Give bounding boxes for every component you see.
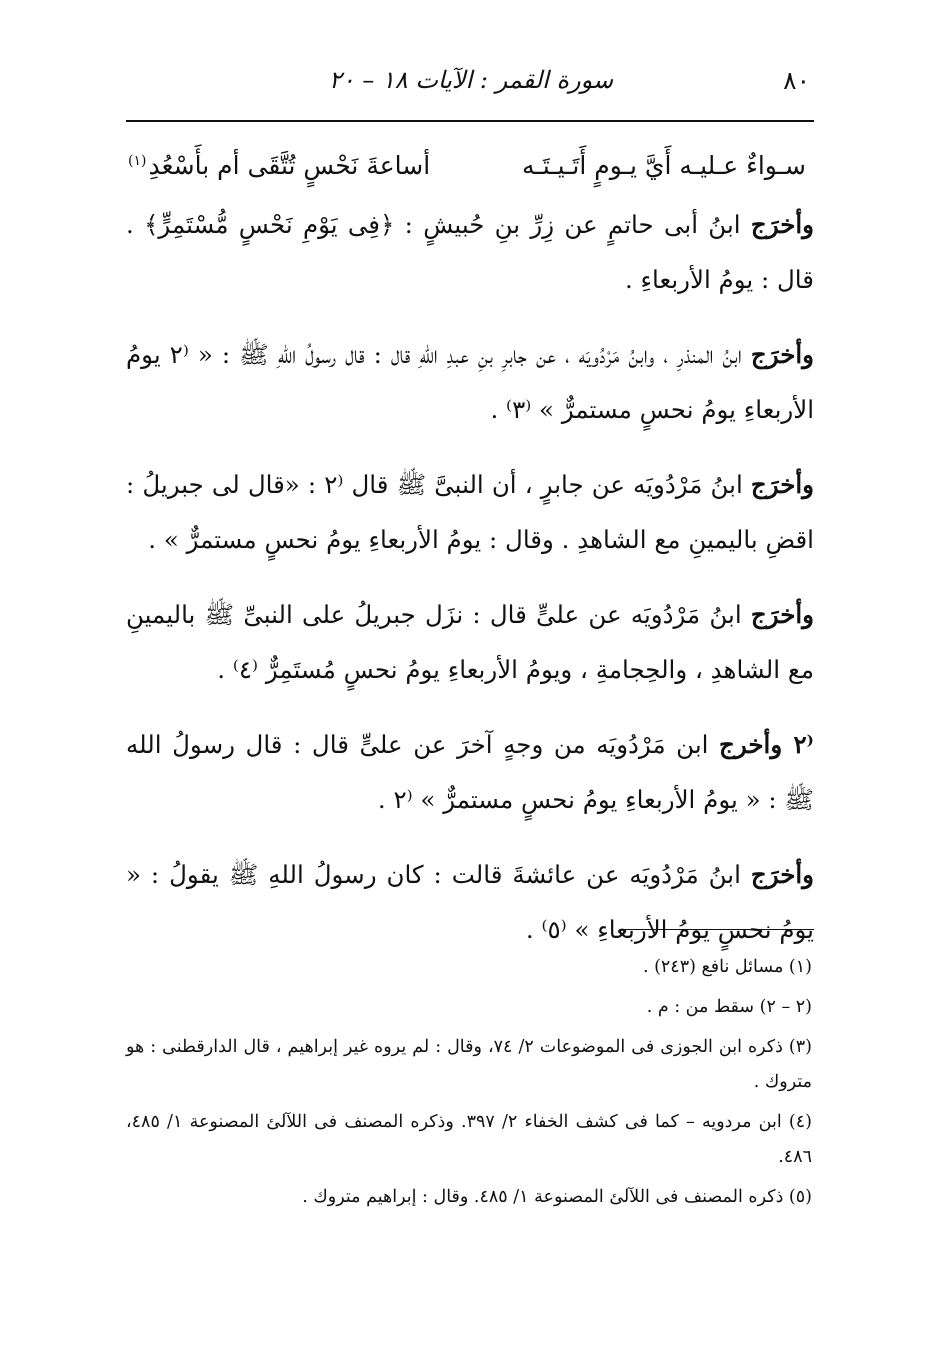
main-text [126, 138, 814, 977]
paragraph-text: ابنُ مَرْدُويَه عن عائشةَ قالت : كان رسولُ اللهِ ﷺ يقولُ : « يومُ نحسٍ يومُ الأربعاءِ » ⁽٥⁾ . [126, 860, 814, 944]
page-number: ٨٠ [783, 66, 810, 95]
paragraph-lead: وأخرَج [750, 600, 814, 629]
paragraph-text: ابنُ مَرْدُويَه عن جابرٍ ، أن النبىَّ ﷺ قال ⁽٢ : «قال لى جبريلُ : اقضِ باليمينِ مع الشاهدِ . وقال : يومُ الأربعاءِ يومُ نحسٍ مستمرٌّ » . [126, 470, 814, 554]
running-title: سورة القمر : الآيات ١٨ – ٢٠ [328, 66, 614, 94]
paragraph-text: ابن مَرْدُويَه من وجهٍ آخرَ عن علىٍّ قال : قال رسولُ الله ﷺ : « يومُ الأربعاءِ يومُ نحسٍ مستمرٌّ » ⁽٢ . [126, 730, 814, 814]
footnote: (١) مسائل نافع (٢٤٣) . [642, 957, 812, 977]
paragraph-lead: وأخرَج [750, 470, 815, 499]
paragraph [126, 847, 814, 957]
verse-first-half: سـواءٌ عـليـه أَيَّ يـومٍ أَتَـيـتَـه [521, 151, 806, 180]
paragraph-lead: وأخرَج [750, 210, 814, 239]
running-header [128, 60, 814, 104]
paragraph-text: ابنُ أبى حاتمٍ عن زِرِّ بنِ حُبيشٍ : ﴿فِى يَوْمِ نَحْسٍ مُّسْتَمِرٍّ﴾ . قال : يومُ الأربعاءِ . [126, 210, 814, 294]
paragraph [126, 587, 814, 697]
paragraph-text: ابنُ مَرْدُويَه عن علىٍّ قال : نزَل جبريلُ على النبىِّ ﷺ باليمينِ مع الشاهدِ ، والحِجامةِ ، ويومُ الأربعاءِ يومُ نحسٍ مُستَمِرٌّ ⁽٤⁾ . [126, 600, 814, 684]
paragraph-lead: وأخرَج [750, 860, 814, 889]
footnote: (٥) ذكره المصنف فى اللآلئ المصنوعة ١/ ٤٨٥. وقال : إبراهيم متروك . [302, 1187, 812, 1207]
footnote-marker: (١) [128, 152, 147, 169]
footnote: (٢ – ٢) سقط من : م . [646, 997, 812, 1017]
paragraph-lead: ⁽٢ وأخرج [719, 730, 814, 759]
paragraph [126, 327, 814, 437]
paragraph [126, 457, 814, 567]
footnote: (٣) ذكره ابن الجوزى فى الموضوعات ٢/ ٧٤، وقال : لم يروه غير إبراهيم ، قال الدارقطنى : هو متروك . [126, 1037, 812, 1092]
poetry-verse [126, 138, 814, 193]
paragraph [126, 197, 814, 307]
header-rule [126, 120, 814, 122]
paragraph [126, 717, 814, 827]
paragraph-lead: وأخرَج [750, 340, 814, 369]
footnote: (٤) ابن مردويه – كما فى كشف الخفاء ٢/ ٣٩٧. وذكره المصنف فى اللآلئ المصنوعة ١/ ٤٨٥، ٤٨٦. [126, 1112, 812, 1167]
footnotes [126, 950, 812, 1220]
paragraph-text: ابنُ المنذرِ ، وابنُ مَرْدُويَه ، عن جابرِ بنِ عبدِ اللهِ قال : قال رسولُ اللهِ ﷺ : « ⁽٢ يومُ الأربعاءِ يومُ نحسٍ مستمرٌّ » ⁽٣⁾ . [126, 340, 814, 424]
verse-second-half: أساعةَ نَحْسٍ تُتَّقَى أم بأَسْعُدِ$^{(١)}$ [128, 151, 431, 180]
footnote-rule [624, 929, 814, 930]
